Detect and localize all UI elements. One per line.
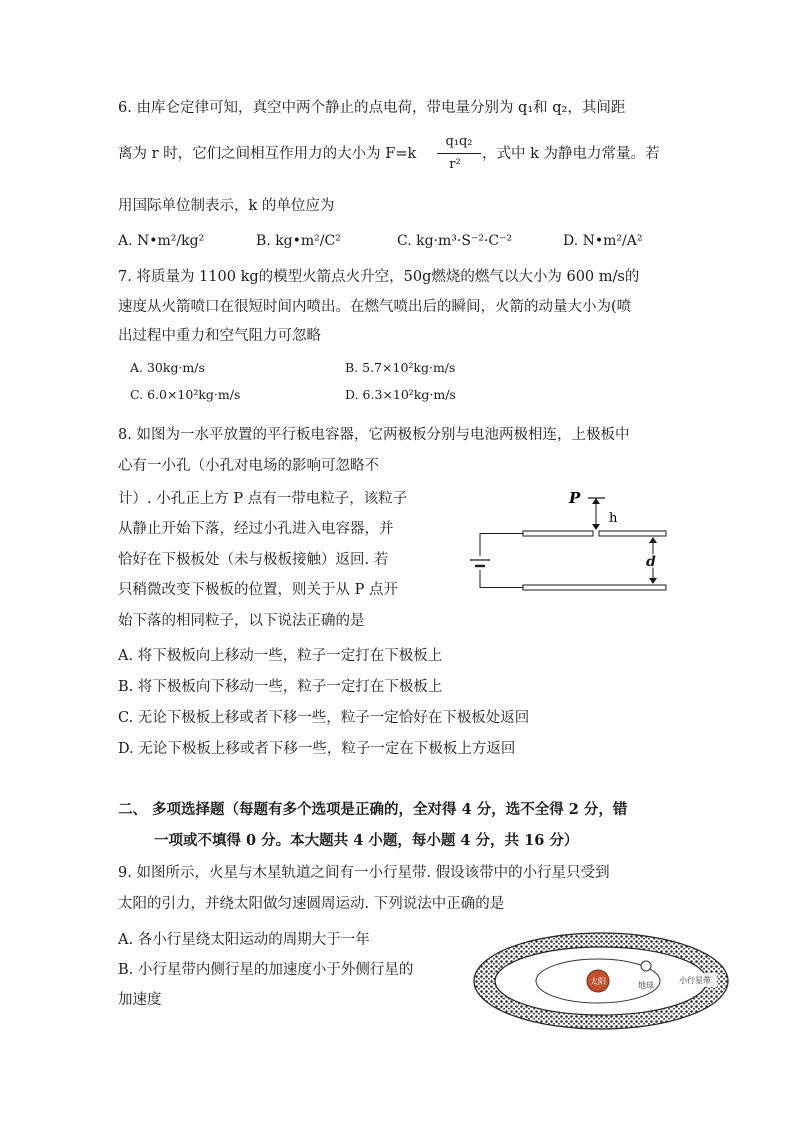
belt-label: 小行星带 <box>679 976 711 985</box>
q6-option-b: B. kg•m²/C² <box>256 233 341 249</box>
q8-option-b: B. 将下极板向下移动一些，粒子一定打在下极板上 <box>118 679 443 695</box>
wire-top <box>480 534 523 557</box>
earth-label: 地球 <box>638 981 654 990</box>
q6-line-2-post: ，式中 k 为静电力常量。若 <box>482 146 660 162</box>
q6-fraction-numerator: q₁q₂ <box>445 134 473 149</box>
q8-line-2: 心有一小孔（小孔对电场的影响可忽略不 <box>118 458 379 474</box>
q8-line-6: 只稍微改变下极板的位置，则关于从 P 点开 <box>118 582 398 598</box>
d-arrow-head-up <box>649 537 657 543</box>
q6-option-a: A. N•m²/kg² <box>118 233 205 249</box>
q9-line-1: 9. 如图所示，火星与木星轨道之间有一小行星带. 假设该带中的小行星只受到 <box>118 865 610 881</box>
q6-option-c: C. kg·m³·S⁻²·C⁻² <box>397 233 513 249</box>
upper-plate-left <box>523 531 593 536</box>
h-label: h <box>609 511 618 526</box>
q6-fraction-bar <box>437 153 481 154</box>
q7-line-3: 出过程中重力和空气阻力可忽略 <box>118 328 321 344</box>
sun-label: 太阳 <box>590 977 606 986</box>
q7-line-2: 速度从火箭喷口在很短时间内喷出。在燃气喷出后的瞬间，火箭的动量大小为(喷 <box>118 299 632 315</box>
q9-option-b-line-2: 加速度 <box>118 992 162 1008</box>
q8-option-d: D. 无论下极板上移或者下移一些，粒子一定在下极板上方返回 <box>118 741 516 757</box>
q7-option-b: B. 5.7×10²kg·m/s <box>345 360 456 375</box>
q7-option-d: D. 6.3×10²kg·m/s <box>345 387 456 402</box>
asteroid-belt-diagram <box>470 930 732 1032</box>
q8-line-7: 始下落的相同粒子，以下说法正确的是 <box>118 613 365 629</box>
q7-option-a: A. 30kg·m/s <box>130 360 205 375</box>
earth <box>641 961 651 971</box>
q9-option-a: A. 各小行星绕太阳运动的周期大于一年 <box>118 932 370 948</box>
q6-fraction-denominator: r² <box>449 157 461 172</box>
section-2-heading-line-1: 二、 多项选择题（每题有多个选项是正确的，全对得 4 分，选不全得 2 分，错 <box>118 801 628 818</box>
d-arrow-head-down <box>649 578 657 584</box>
q6-line-2 <box>118 145 416 163</box>
q6-line-3: 用国际单位制表示，k 的单位应为 <box>118 198 335 214</box>
q9-option-b-line-1: B. 小行星带内侧行星的加速度小于外侧行星的 <box>118 962 414 978</box>
q8-option-c: C. 无论下极板上移或者下移一些，粒子一定恰好在下极板处返回 <box>118 710 530 726</box>
q7-option-c: C. 6.0×10²kg·m/s <box>130 387 241 402</box>
d-label: d <box>646 554 656 570</box>
point-p-label: P <box>569 489 581 507</box>
capacitor-diagram <box>468 484 668 602</box>
q8-line-1: 8. 如图为一水平放置的平行板电容器，它两极板分别与电池两极相连，上极板中 <box>118 427 630 443</box>
q8-line-5: 恰好在下极板处（未与极板接触）返回. 若 <box>118 552 389 568</box>
q9-line-2: 太阳的引力，并绕太阳做匀速圆周运动. 下列说法中正确的是 <box>118 896 505 912</box>
q6-option-d: D. N•m²/A² <box>563 233 643 249</box>
wire-bottom <box>480 570 523 588</box>
q8-line-4: 从静止开始下落，经过小孔进入电容器，并 <box>118 521 394 537</box>
q8-option-a: A. 将下极板向上移动一些，粒子一定打在下极板上 <box>118 648 443 664</box>
upper-plate-right <box>599 531 666 536</box>
section-2-heading-line-2: 一项或不填得 0 分。本大题共 4 小题，每小题 4 分，共 16 分） <box>154 832 579 849</box>
h-arrow-head-up <box>592 498 600 504</box>
h-arrow-head-down <box>592 524 600 530</box>
q7-line-1: 7. 将质量为 1100 kg的模型火箭点火升空，50g燃烧的燃气以大小为 600 m/s的 <box>118 269 640 285</box>
q6-line-2-pre: 离为 r 时，它们之间相互作用力的大小为 F=k <box>118 146 417 162</box>
q6-line-1: 6. 由库仑定律可知，真空中两个静止的点电荷，带电量分别为 q₁和 q₂，其间距 <box>118 100 626 116</box>
q8-line-3: 计）. 小孔正上方 P 点有一带电粒子，该粒子 <box>118 491 408 507</box>
lower-plate <box>523 585 666 590</box>
